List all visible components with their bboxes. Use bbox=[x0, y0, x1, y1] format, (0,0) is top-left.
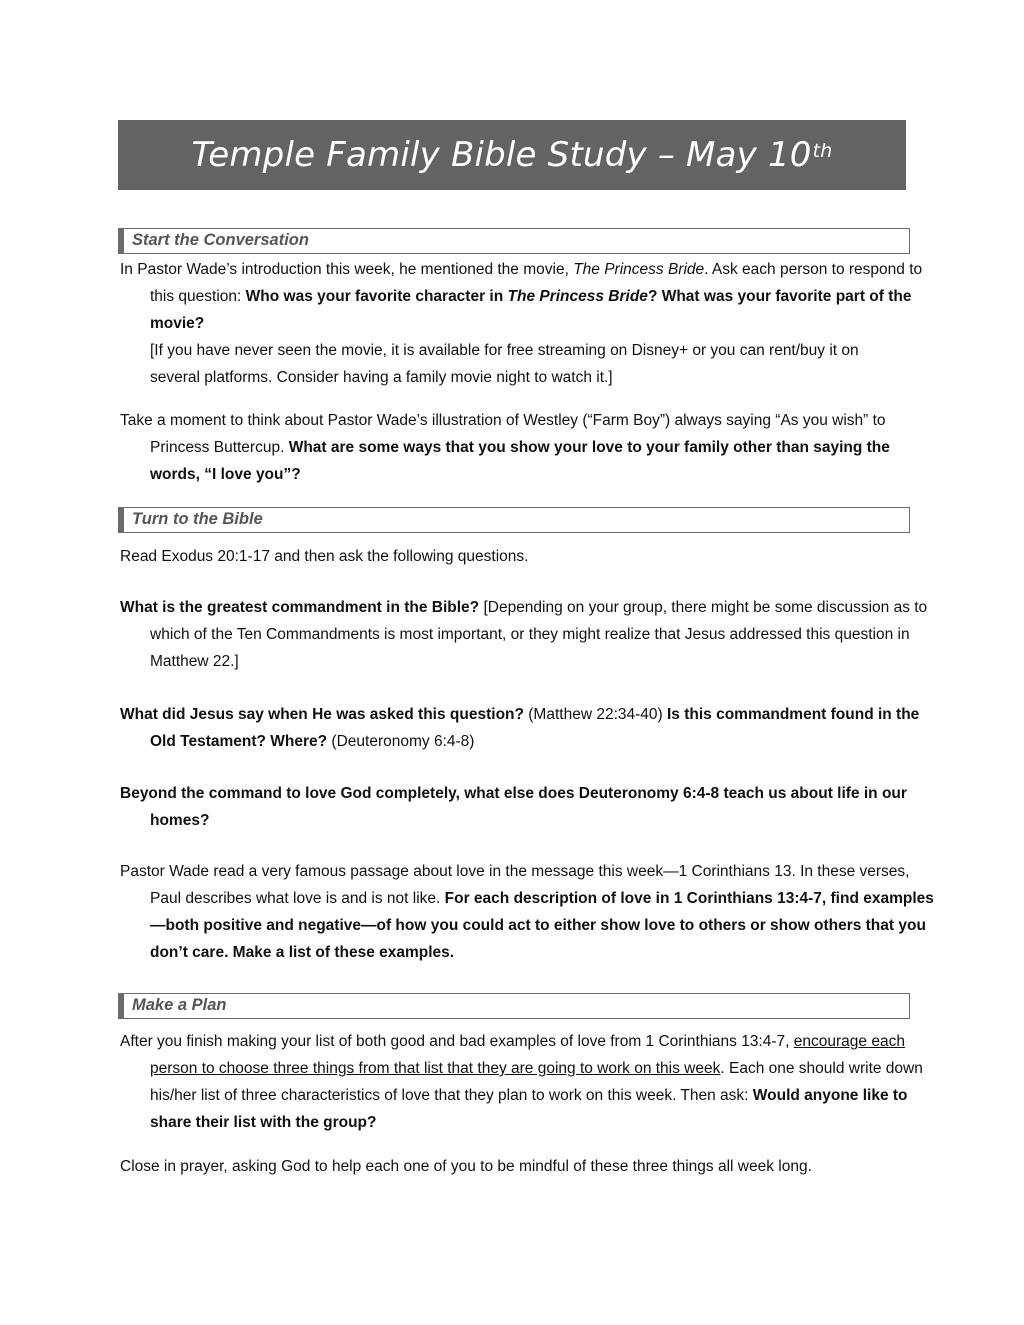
section-header-start bbox=[118, 228, 910, 254]
section-header-bible bbox=[118, 507, 910, 533]
paragraph-westley: Take a moment to think about Pastor Wade’s illustration of Westley (“Farm Boy”) always saying “As you wish” to Princess Buttercup. What are some ways that you show your love to your family other than saying the words, “I love you”? bbox=[120, 412, 890, 483]
paragraph-plan: After you finish making your list of both good and bad examples of love from 1 Corinthians 13:4-7, encourage each person to choose three things from that list that they are going to work on this week. Each one should write down his/her list of three characteristics of love that they plan to work on this week. Then ask: Would anyone like to share their list with the group? bbox=[120, 1033, 923, 1131]
paragraph-prayer: Close in prayer, asking God to help each one of you to be mindful of these three things all week long. bbox=[120, 1158, 812, 1175]
paragraph-corinthians: Pastor Wade read a very famous passage about love in the message this week—1 Corinthians 13. In these verses, Paul describes what love is and is not like. For each description of love in 1 Corinthians 13:4-7, find examples—both positive and negative—of how you could act to either show love to others or show others that you don’t care. Make a list of these examples. bbox=[120, 863, 934, 961]
paragraph-intro: In Pastor Wade’s introduction this week, he mentioned the movie, The Princess Bride. Ask each person to respond to this question: Who was your favorite character in The Princess Bride? What was your favorite part of the movie? bbox=[120, 261, 923, 332]
section-header-plan bbox=[118, 993, 910, 1019]
section-title: Start the Conversation bbox=[132, 231, 309, 249]
page-title bbox=[118, 120, 906, 190]
paragraph-read-exodus: Read Exodus 20:1-17 and then ask the following questions. bbox=[120, 548, 529, 565]
paragraph-deuteronomy: Beyond the command to love God completely, what else does Deuteronomy 6:4-8 teach us about life in our homes? bbox=[120, 785, 907, 829]
paragraph-note: [If you have never seen the movie, it is available for free streaming on Disney+ or you can rent/buy it on several platforms. Consider having a family movie night to watch it.] bbox=[150, 342, 859, 386]
title-suffix: th bbox=[812, 140, 833, 162]
section-title: Turn to the Bible bbox=[132, 510, 263, 528]
paragraph-jesus-question: What did Jesus say when He was asked this question? (Matthew 22:34-40) Is this commandment found in the Old Testament? Where? (Deuteronomy 6:4-8) bbox=[120, 706, 920, 750]
title-text: Temple Family Bible Study – May 10 bbox=[191, 135, 812, 175]
section-title: Make a Plan bbox=[132, 996, 227, 1014]
paragraph-greatest-commandment: What is the greatest commandment in the Bible? [Depending on your group, there might be some discussion as to which of the Ten Commandments is most important, or they might realize that Jesus addressed this question in Matthew 22.] bbox=[120, 599, 928, 670]
